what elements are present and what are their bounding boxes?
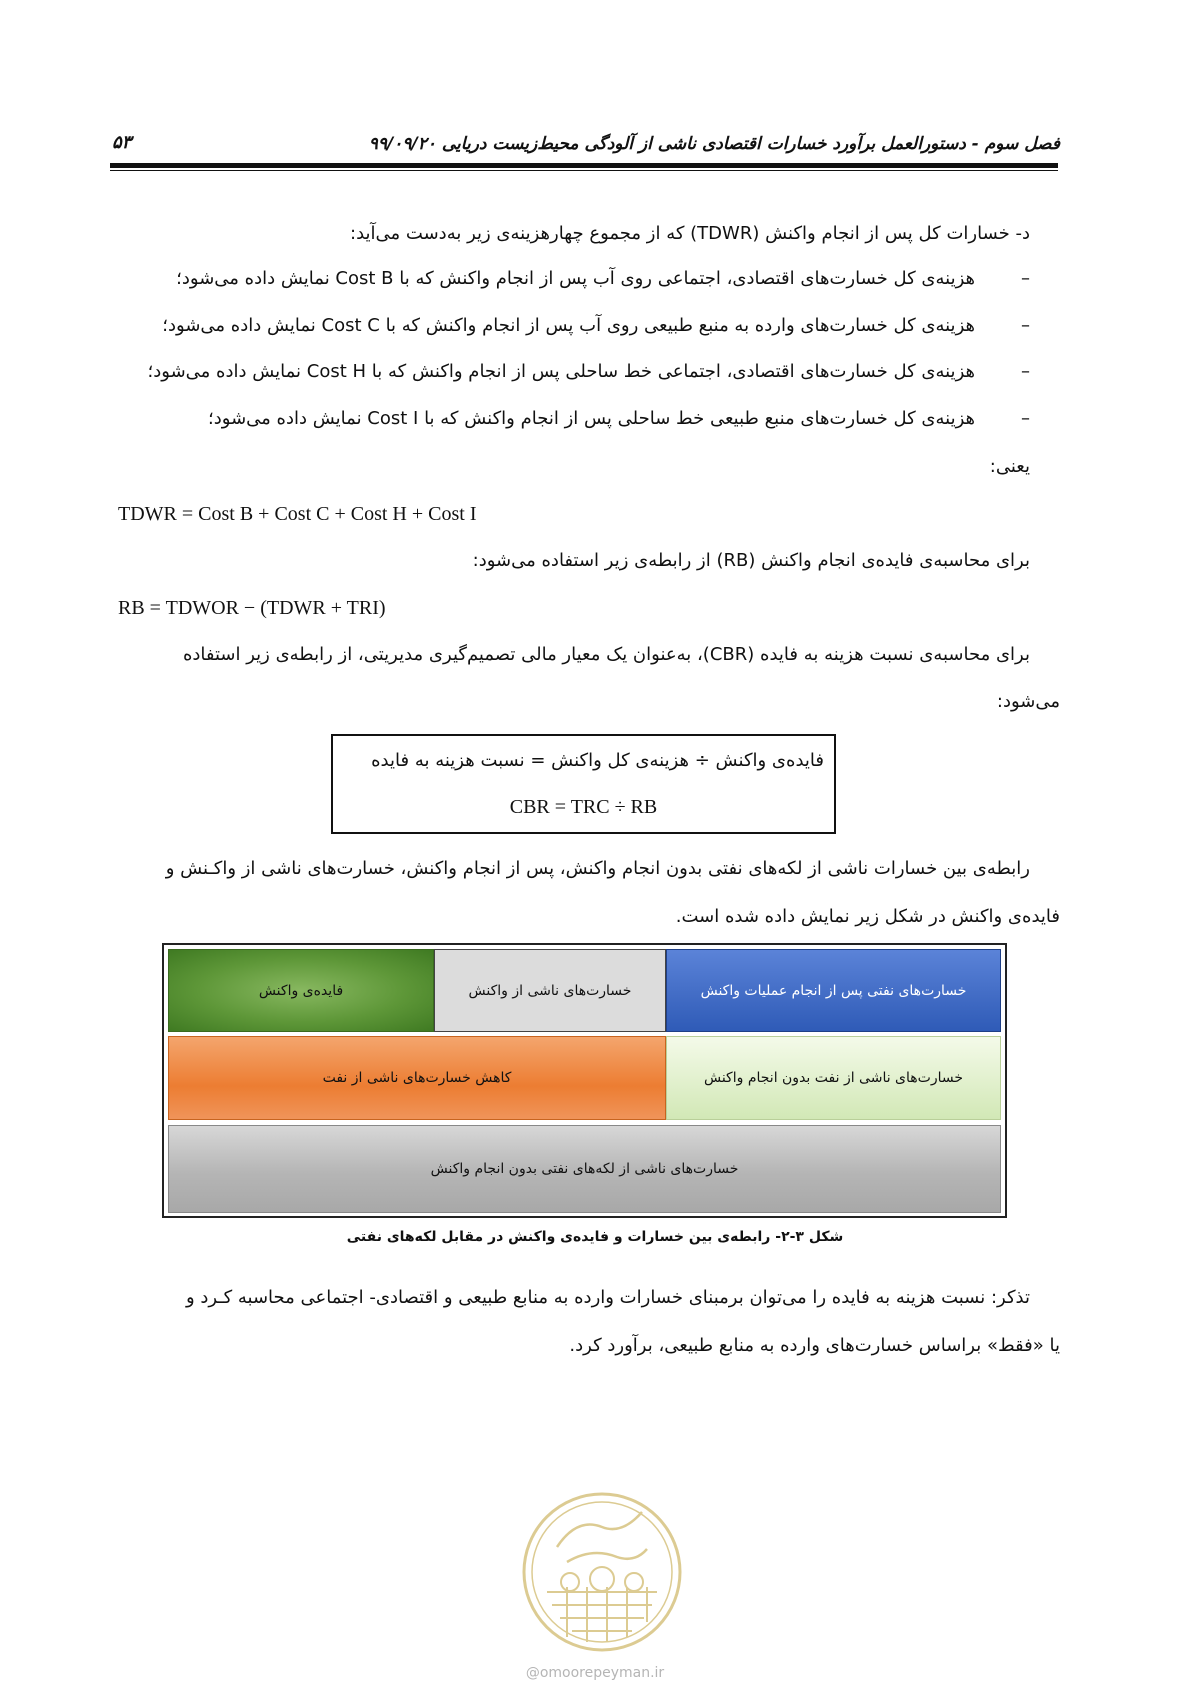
- cbr-formula-persian: فایده‌ی واکنش ÷ هزینه‌ی کل واکنش = نسبت هزینه به فایده: [371, 750, 824, 771]
- intro-paragraph: د- خسارات کل پس از انجام واکنش (TDWR) که از مجموع چهارهزینه‌ی زیر به‌دست می‌آید:: [350, 223, 1030, 244]
- cbr-intro-line2: می‌شود:: [996, 691, 1060, 712]
- bullet-item: هزینه‌ی کل خسارت‌های وارده به منبع طبیعی روی آب پس از انجام واکنش که با Cost C نمایش داده می‌شود؛: [162, 315, 975, 336]
- relation-line2: فایده‌ی واکنش در شکل زیر نمایش داده شده است.: [675, 906, 1060, 927]
- note-line2: یا «فقط» براساس خسارت‌های وارده به منابع طبیعی، برآورد کرد.: [569, 1335, 1060, 1356]
- relation-line1: رابطه‌ی بین خسارات ناشی از لکه‌های نفتی بدون انجام واکنش، پس از انجام واکنش، خسارت‌های ناشی از واکـنش و: [165, 858, 1030, 879]
- page-number: ۵۳: [112, 132, 132, 153]
- header-rule-thin: [110, 170, 1058, 171]
- seal-icon: [512, 1487, 692, 1657]
- diagram-cell-response-losses: خسارت‌های ناشی از واکنش: [434, 949, 666, 1032]
- losses-benefit-diagram: [162, 943, 1007, 1218]
- bullet-dash: –: [1021, 315, 1030, 336]
- bullet-dash: –: [1021, 268, 1030, 289]
- cbr-intro-line1: برای محاسبه‌ی نسبت هزینه به فایده (CBR)، به‌عنوان یک معیار مالی تصمیم‌گیری مدیریتی، از رابطه‌ی زیر استفاده: [182, 644, 1030, 665]
- equation-tdwr: TDWR = Cost B + Cost C + Cost H + Cost I: [118, 503, 477, 525]
- equation-rb: RB = TDWOR − (TDWR + TRI): [118, 597, 386, 619]
- diagram-cell-oil-loss-reduction: کاهش خسارت‌های ناشی از نفت: [168, 1036, 666, 1120]
- yani-label: یعنی:: [989, 456, 1030, 477]
- bullet-dash: –: [1021, 408, 1030, 429]
- cbr-formula-latin: CBR = TRC ÷ RB: [509, 796, 658, 818]
- cbr-formula-box: [331, 734, 836, 834]
- diagram-cell-oil-losses-no-response: خسارت‌های ناشی از نفت بدون انجام واکنش: [666, 1036, 1001, 1120]
- bullet-item: هزینه‌ی کل خسارت‌های اقتصادی، اجتماعی روی آب پس از انجام واکنش که با Cost B نمایش داده می‌شود؛: [176, 268, 975, 289]
- watermark-logo: [512, 1487, 692, 1657]
- chapter-header-title: فصل سوم - دستورالعمل برآورد خسارات اقتصادی ناشی از آلودگی محیط‌زیست دریایی ۹۹/۰۹/۲۰: [368, 134, 1060, 154]
- watermark-url: @omoorepeyman.ir: [525, 1665, 665, 1681]
- diagram-cell-response-benefit: فایده‌ی واکنش: [168, 949, 434, 1032]
- diagram-cell-post-response-oil-losses: خسارت‌های نفتی پس از انجام عملیات واکنش: [666, 949, 1001, 1032]
- note-line1: تذکر: نسبت هزینه به فایده را می‌توان برمبنای خسارات وارده به منابع طبیعی و اقتصادی- اجتماعی محاسبه کـرد و: [185, 1287, 1030, 1308]
- figure-caption: شکل ۳-۲- رابطه‌ی بین خسارات و فایده‌ی واکنش در مقابل لکه‌های نفتی: [346, 1229, 844, 1245]
- bullet-dash: –: [1021, 361, 1030, 382]
- diagram-cell-spill-losses-no-response: خسارت‌های ناشی از لکه‌های نفتی بدون انجام واکنش: [168, 1125, 1001, 1213]
- rb-intro-paragraph: برای محاسبه‌ی فایده‌ی انجام واکنش (RB) از رابطه‌ی زیر استفاده می‌شود:: [472, 550, 1030, 571]
- bullet-item: هزینه‌ی کل خسارت‌های اقتصادی، اجتماعی خط ساحلی پس از انجام واکنش که با Cost H نمایش داده می‌شود؛: [147, 361, 975, 382]
- header-rule-thick: [110, 163, 1058, 168]
- bullet-item: هزینه‌ی کل خسارت‌های منبع طبیعی خط ساحلی پس از انجام واکنش که با Cost I نمایش داده می‌شود؛: [208, 408, 975, 429]
